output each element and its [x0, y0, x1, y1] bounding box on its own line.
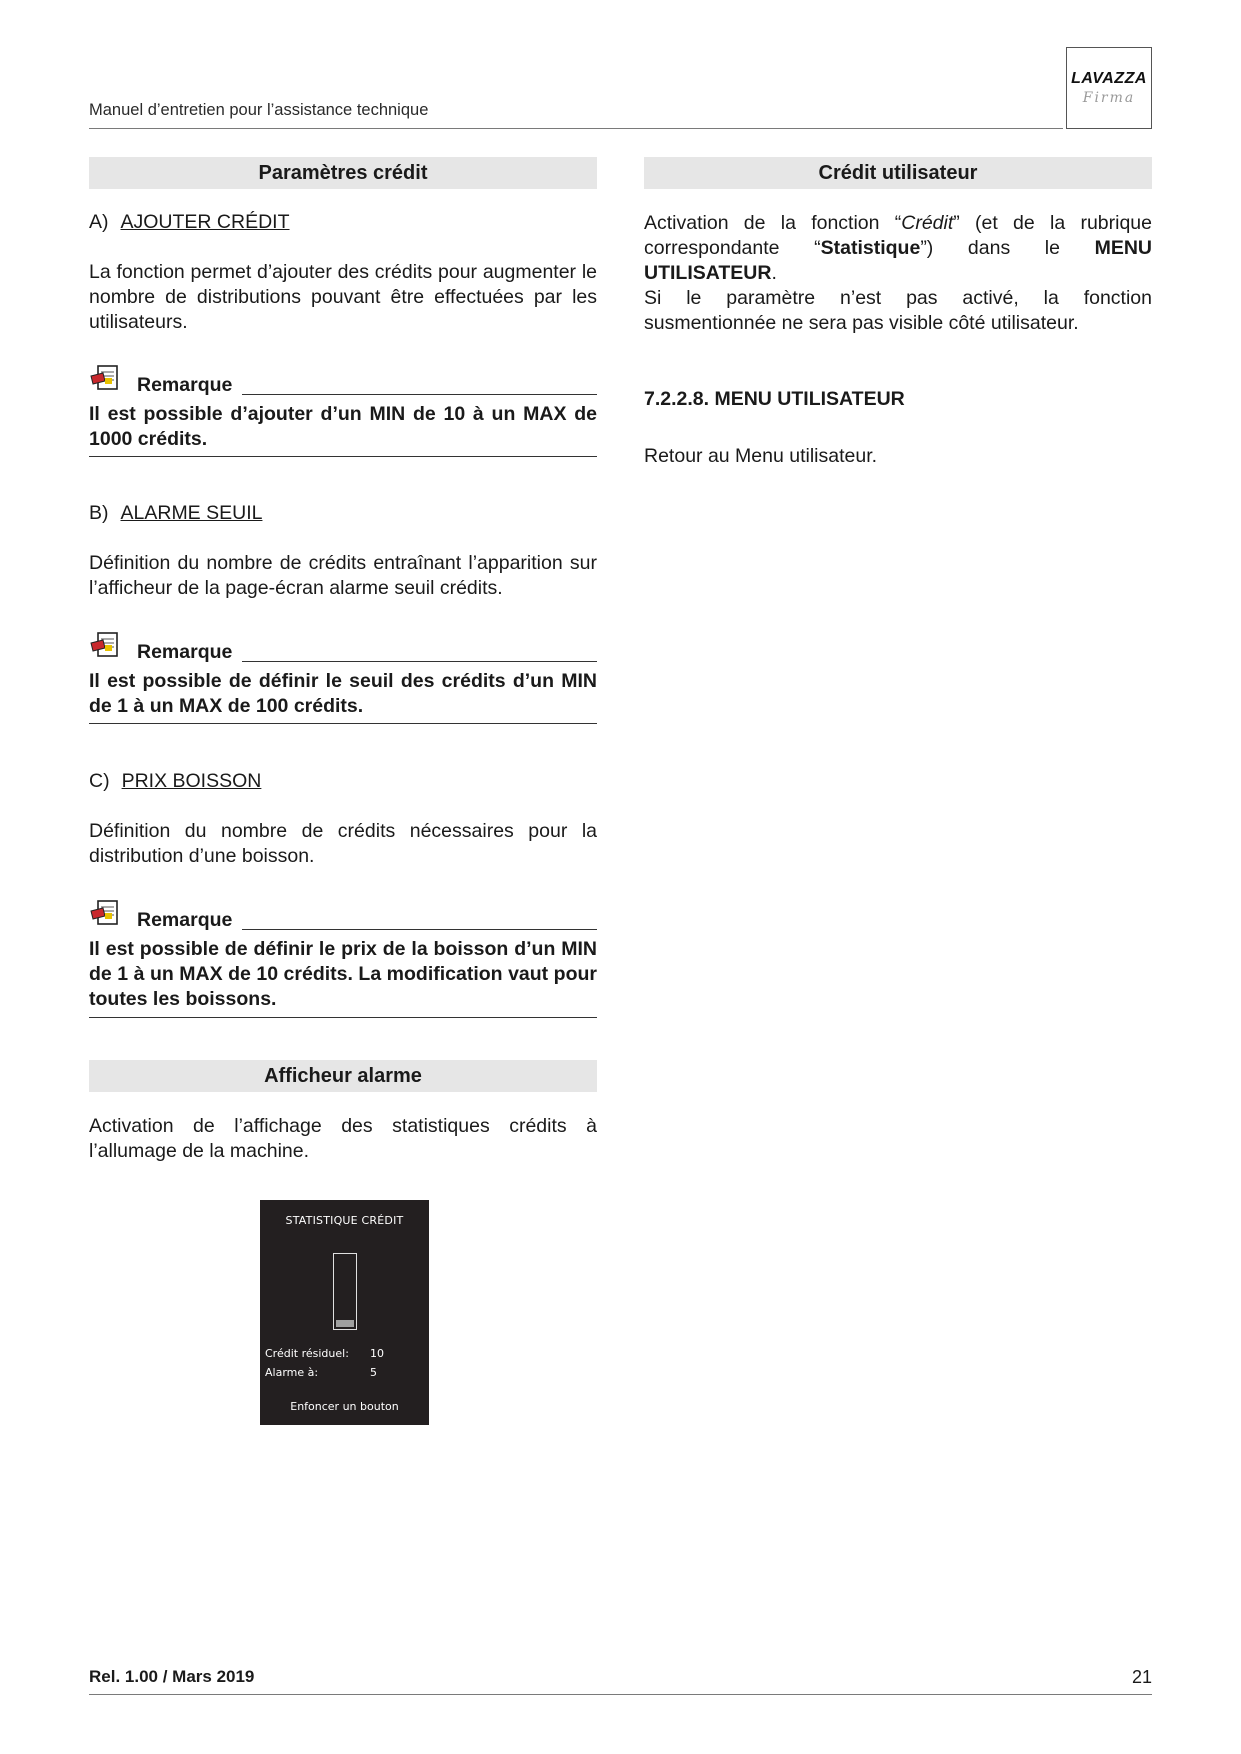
remark-label-a: Remarque — [137, 374, 233, 396]
alarm-value: 5 — [370, 1366, 377, 1379]
remark-bottom-rule — [89, 723, 597, 724]
page-number: 21 — [1131, 1667, 1152, 1687]
display-screen-statistique — [260, 1200, 429, 1425]
item-c-text: Définition du nombre de crédits nécessaires pour la distribution d’une boisson. — [89, 820, 597, 867]
subsection-heading: 7.2.2.8. MENU UTILISATEUR — [644, 388, 905, 410]
logo-brand-text: LAVAZZA — [1071, 70, 1147, 87]
page-header-title: Manuel d’entretien pour l’assistance technique — [89, 101, 429, 119]
item-a-text: La fonction permet d’ajouter des crédits pour augmenter le nombre de distributions pouvant être effectuées par les utilisateurs. — [89, 261, 597, 333]
remark-text-a: Il est possible d’ajouter d’un MIN de 10 à un MAX de 1000 crédits. — [89, 403, 597, 450]
remark-rule — [242, 394, 597, 395]
footer-release: Rel. 1.00 / Mars 2019 — [89, 1667, 255, 1686]
remark-header-c — [89, 899, 597, 933]
credit-gauge-fill — [336, 1320, 354, 1328]
residual-credit-value: 10 — [370, 1347, 384, 1360]
screen-title: STATISTIQUE CRÉDIT — [285, 1214, 404, 1227]
section-title-afficheur-alarme: Afficheur alarme — [89, 1060, 597, 1092]
item-b-letter: B) — [89, 502, 109, 524]
remark-text-b: Il est possible de définir le seuil des crédits d’un MIN de 1 à un MAX de 100 crédits. — [89, 670, 597, 717]
remark-note-icon — [89, 631, 121, 659]
item-a-letter: A) — [89, 211, 109, 233]
text-fragment: ” (et de la rubrique correspondante “ — [644, 212, 1152, 259]
item-c-heading — [89, 770, 597, 793]
remark-rule — [242, 661, 597, 662]
item-a-title: AJOUTER CRÉDIT — [120, 211, 290, 233]
press-button-prompt: Enfoncer un bouton — [290, 1400, 399, 1413]
alarm-label: Alarme à: — [265, 1366, 319, 1379]
remark-bottom-rule — [89, 456, 597, 457]
remark-bottom-rule — [89, 1017, 597, 1018]
text-fragment: . — [771, 262, 777, 284]
header-rule — [89, 128, 1063, 129]
item-b-heading — [89, 502, 597, 525]
remark-label-b: Remarque — [137, 641, 233, 663]
logo-sub-text: Firma — [1082, 90, 1136, 106]
remark-label-c: Remarque — [137, 909, 233, 931]
remark-rule — [242, 929, 597, 930]
credit-utilisateur-note: Si le paramètre n’est pas activé, la fonction susmentionnée ne sera pas visible côté utilisateur. — [644, 287, 1152, 334]
remark-header-a — [89, 364, 597, 398]
item-b-text: Définition du nombre de crédits entraînant l’apparition sur l’afficheur de la page-écran alarme seuil crédits. — [89, 552, 597, 599]
section-title-credit-utilisateur: Crédit utilisateur — [644, 157, 1152, 189]
item-b-title: ALARME SEUIL — [120, 502, 263, 524]
text-fragment: ”) dans le — [920, 237, 1095, 259]
menu-utilisateur-term: MENU UTILISATEUR — [644, 237, 1153, 284]
subsection-text: Retour au Menu utilisateur. — [644, 445, 878, 467]
footer-rule — [89, 1694, 1152, 1695]
credit-utilisateur-text — [644, 211, 1152, 336]
credit-term: Crédit — [901, 212, 954, 234]
remark-text-c: Il est possible de définir le prix de la boisson d’un MIN de 1 à un MAX de 10 crédits. La modification vaut pour toutes les boissons. — [89, 938, 597, 1010]
section-title-parametres-credit: Paramètres crédit — [89, 157, 597, 189]
remark-header-b — [89, 631, 597, 665]
credit-gauge — [333, 1253, 357, 1330]
remark-note-icon — [89, 899, 121, 927]
lavazza-logo — [1066, 47, 1152, 129]
remark-note-icon — [89, 364, 121, 392]
residual-credit-label: Crédit résiduel: — [265, 1347, 349, 1360]
item-c-title: PRIX BOISSON — [121, 770, 262, 792]
afficheur-alarme-text: Activation de l’affichage des statistiques crédits à l’allumage de la machine. — [89, 1115, 597, 1162]
item-a-heading — [89, 211, 597, 234]
item-c-letter: C) — [89, 770, 110, 792]
text-fragment: Activation de la fonction “ — [644, 212, 902, 234]
statistique-term: Statistique — [820, 237, 921, 259]
